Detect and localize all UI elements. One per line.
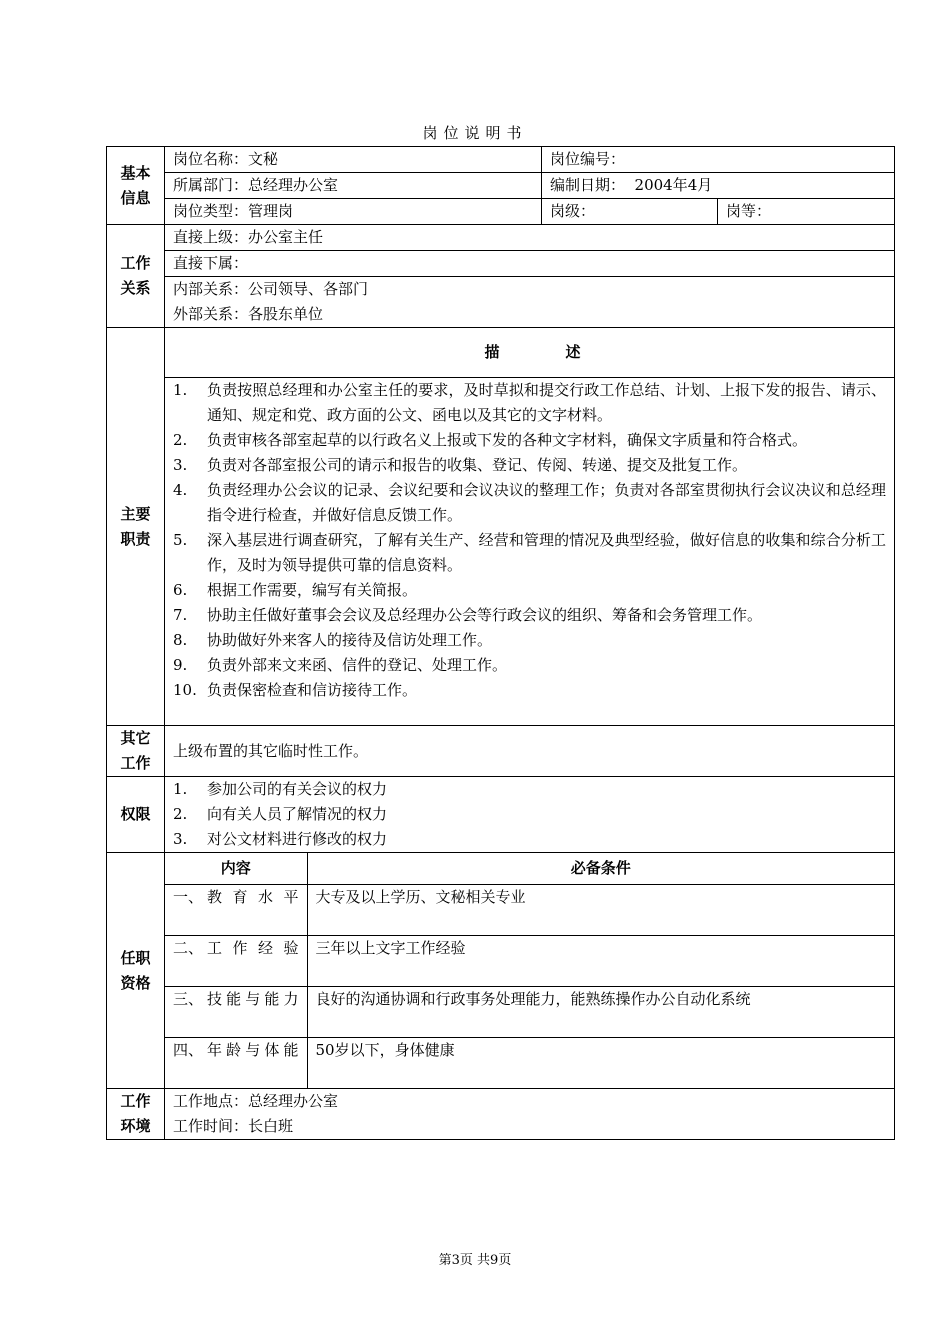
section-qualifications: 任职资格 xyxy=(107,853,165,1089)
internal-relations: 内部关系：公司领导、各部门 xyxy=(173,280,369,298)
qualification-number: 四、 xyxy=(173,1040,204,1059)
qualification-value: 良好的沟通协调和行政事务处理能力，能熟练操作办公自动化系统 xyxy=(307,986,894,1037)
section-basic-info: 基本信息 xyxy=(107,147,165,225)
authority-number: 1. xyxy=(173,780,188,798)
authority-number: 2. xyxy=(173,805,188,823)
duty-item xyxy=(173,653,886,678)
duties-list xyxy=(173,378,894,725)
page-footer: 第3页 共9页 xyxy=(438,1253,512,1268)
section-other-work: 其它工作 xyxy=(107,726,165,777)
qualification-value: 大专及以上学历、文秘相关专业 xyxy=(307,884,894,935)
duty-item xyxy=(173,453,886,478)
duty-text: 负责按照总经理和办公室主任的要求，及时草拟和提交行政工作总结、计划、上报下发的报告、请示、通知、规定和党、政方面的公文、函电以及其它的文字材料。 xyxy=(207,381,887,424)
section-work-relations: 工作关系 xyxy=(107,225,165,328)
direct-superior: 直接上级：办公室主任 xyxy=(165,225,895,251)
qualification-value: 50岁以下，身体健康 xyxy=(307,1037,894,1088)
qualification-number: 一、 xyxy=(173,887,204,906)
direct-subordinate: 直接下属： xyxy=(165,251,895,277)
duty-text: 负责审核各部室起草的以行政名义上报或下发的各种文字材料，确保文字质量和符合格式。 xyxy=(207,431,808,449)
job-description-table xyxy=(106,146,895,1140)
qualification-row xyxy=(165,986,894,1037)
qualification-label xyxy=(165,1037,307,1088)
qualification-row xyxy=(165,1037,894,1088)
qualification-row xyxy=(165,884,894,935)
duty-item xyxy=(173,528,886,578)
duty-number: 3. xyxy=(173,456,188,474)
qualification-label-text: 工作经验 xyxy=(207,938,299,957)
duty-number: 4. xyxy=(173,481,188,499)
authority-list-cell xyxy=(165,777,895,853)
duty-text: 负责经理办公会议的记录、会议纪要和会议决议的整理工作；负责对各部室贯彻执行会议决议和总经理指令进行检查，并做好信息反馈工作。 xyxy=(207,481,887,524)
qualification-row xyxy=(165,935,894,986)
work-location: 工作地点：总经理办公室 xyxy=(173,1092,339,1110)
duty-text: 协助做好外来客人的接待及信访处理工作。 xyxy=(207,631,493,649)
section-main-duties: 主要职责 xyxy=(107,328,165,726)
compile-date: 编制日期： 2004年4月 xyxy=(542,173,895,199)
environment-cell xyxy=(165,1089,895,1140)
authority-text: 对公文材料进行修改的权力 xyxy=(207,830,388,848)
duties-list-cell xyxy=(165,378,895,726)
duty-text: 根据工作需要，编写有关简报。 xyxy=(207,581,418,599)
qualification-label-text: 教育水平 xyxy=(207,887,299,906)
duty-item xyxy=(173,578,886,603)
other-work-text: 上级布置的其它临时性工作。 xyxy=(165,726,895,777)
duty-number: 7. xyxy=(173,606,188,624)
work-hours: 工作时间：长白班 xyxy=(173,1117,294,1135)
authority-list xyxy=(173,777,894,852)
authority-item xyxy=(173,827,886,852)
authority-text: 参加公司的有关会议的权力 xyxy=(207,780,388,798)
department: 所属部门：总经理办公室 xyxy=(165,173,542,199)
duty-item xyxy=(173,603,886,628)
description-header: 描 述 xyxy=(165,328,895,378)
duty-number: 6. xyxy=(173,581,188,599)
duty-number: 5. xyxy=(173,531,188,549)
col-required-header: 必备条件 xyxy=(307,853,894,884)
duty-item xyxy=(173,628,886,653)
duty-text: 负责外部来文来函、信件的登记、处理工作。 xyxy=(207,656,508,674)
duty-text: 协助主任做好董事会会议及总经理办公会等行政会议的组织、筹备和会务管理工作。 xyxy=(207,606,763,624)
qualification-label xyxy=(165,986,307,1037)
duty-text: 深入基层进行调查研究，了解有关生产、经营和管理的情况及典型经验，做好信息的收集和综合分析工作，及时为领导提供可靠的信息资料。 xyxy=(207,531,887,574)
qualification-number: 三、 xyxy=(173,989,204,1008)
job-code: 岗位编号： xyxy=(542,147,895,173)
duty-number: 8. xyxy=(173,631,188,649)
qualification-label xyxy=(165,935,307,986)
authority-item xyxy=(173,802,886,827)
authority-number: 3. xyxy=(173,830,188,848)
qualification-label-text: 年龄与体能 xyxy=(207,1040,299,1059)
relations-internal-external xyxy=(165,277,895,328)
qualifications-cell xyxy=(165,853,895,1089)
qualifications-table xyxy=(165,853,894,1088)
qualification-label-text: 技能与能力 xyxy=(207,989,299,1008)
document-title: 岗位说明书 xyxy=(422,124,528,142)
duty-number: 10. xyxy=(173,681,197,699)
job-name: 岗位名称：文秘 xyxy=(165,147,542,173)
external-relations: 外部关系：各股东单位 xyxy=(173,305,324,323)
duty-number: 1. xyxy=(173,381,188,399)
qualification-label xyxy=(165,884,307,935)
duty-item xyxy=(173,478,886,528)
col-content-header: 内容 xyxy=(165,853,307,884)
section-authority: 权限 xyxy=(107,777,165,853)
duty-item xyxy=(173,428,886,453)
duty-number: 2. xyxy=(173,431,188,449)
job-type: 岗位类型：管理岗 xyxy=(165,199,542,225)
duty-text: 负责对各部室报公司的请示和报告的收集、登记、传阅、转递、提交及批复工作。 xyxy=(207,456,748,474)
section-work-environment: 工作环境 xyxy=(107,1089,165,1140)
duty-number: 9. xyxy=(173,656,188,674)
qualification-number: 二、 xyxy=(173,938,204,957)
job-grade: 岗等： xyxy=(718,199,895,225)
duty-text: 负责保密检查和信访接待工作。 xyxy=(207,681,418,699)
duty-item xyxy=(173,678,886,703)
job-level: 岗级： xyxy=(542,199,718,225)
qualification-value: 三年以上文字工作经验 xyxy=(307,935,894,986)
authority-text: 向有关人员了解情况的权力 xyxy=(207,805,388,823)
authority-item xyxy=(173,777,886,802)
duty-item xyxy=(173,378,886,428)
